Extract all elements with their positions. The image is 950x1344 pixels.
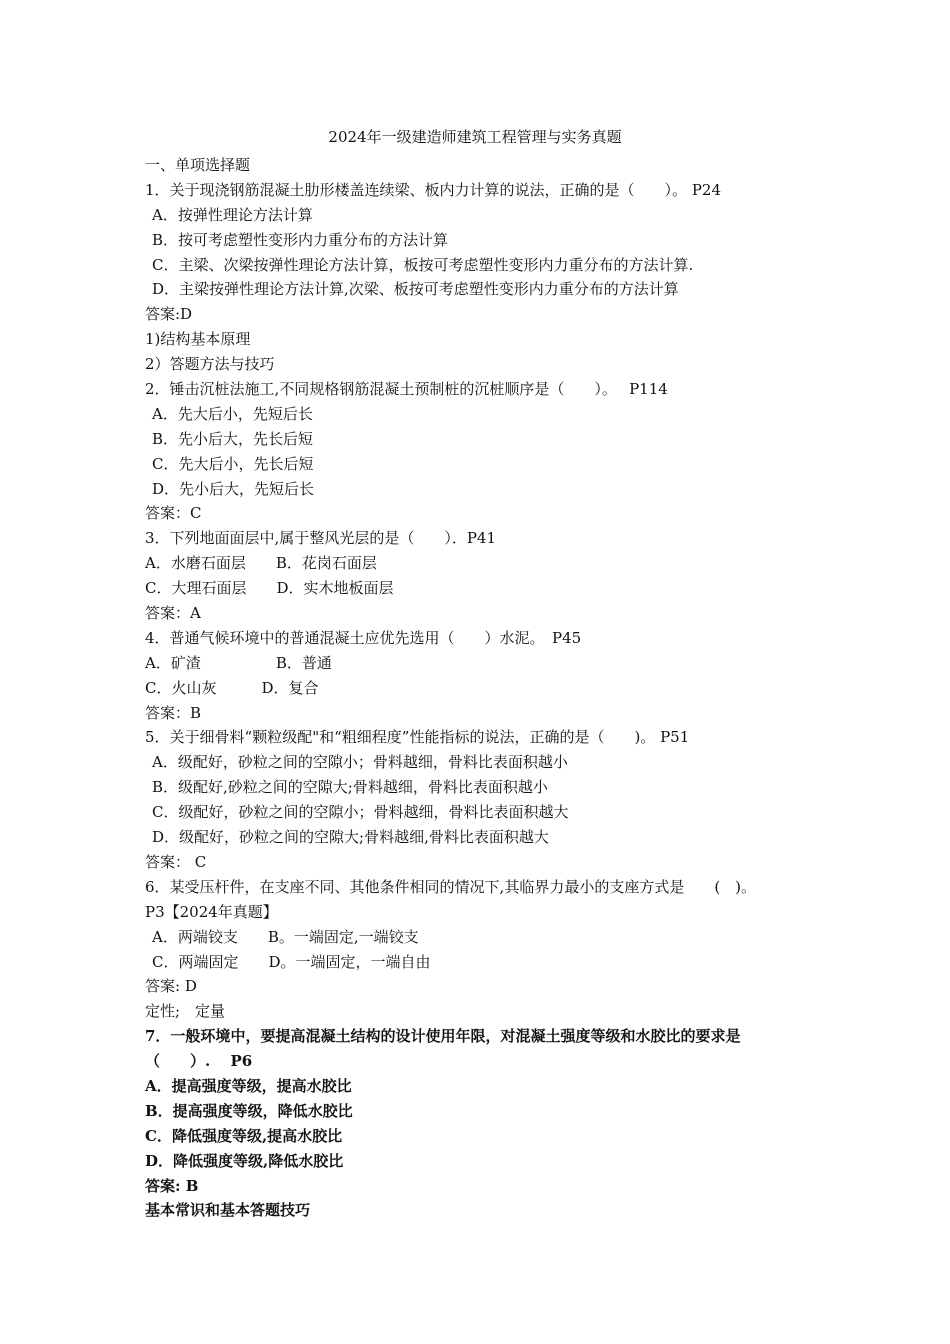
question-7-option-b: B．提高强度等级，降低水胶比	[145, 1101, 353, 1120]
question-7-stem-continued: （ ）. P6	[145, 1052, 253, 1071]
question-5-option-b: B．级配好,砂粒之间的空隙大;骨料越细，骨料比表面积越小	[152, 778, 548, 797]
question-1-option-c: C．主梁、次梁按弹性理论方法计算，板按可考虑塑性变形内力重分布的方法计算.	[152, 255, 694, 274]
question-2-stem: 2．锤击沉桩法施工,不同规格钢筋混凝土预制桩的沉桩顺序是（ ）。 P114	[145, 380, 668, 399]
question-3-options-ab: A．水磨石面层 B．花岗石面层	[145, 554, 377, 573]
document-title: 2024年一级建造师建筑工程管理与实务真题	[328, 128, 622, 146]
question-3-stem: 3．下列地面面层中,属于整风光层的是（ ）．P41	[145, 529, 496, 548]
document-body	[145, 153, 825, 1223]
question-2-option-c: C．先大后小，先长后短	[152, 454, 314, 473]
question-7-option-c: C．降低强度等级,提高水胶比	[145, 1126, 343, 1145]
question-2-option-d: D．先小后大，先短后长	[152, 479, 315, 498]
question-2-answer: 答案：C	[145, 504, 202, 523]
question-4-options-cd: C．火山灰 D．复合	[145, 678, 319, 697]
question-1-stem: 1．关于现浇钢筋混凝土肋形楼盖连续梁、板内力计算的说法，正确的是（ ）。 P24	[145, 180, 721, 199]
question-1-option-a: A．按弹性理论方法计算	[152, 205, 313, 224]
question-4-answer: 答案：B	[145, 703, 202, 722]
section-heading: 一、单项选择题	[145, 156, 251, 174]
question-1-option-b: B．按可考虑塑性变形内力重分布的方法计算	[152, 230, 449, 249]
question-1-option-d: D．主梁按弹性理论方法计算,次梁、板按可考虑塑性变形内力重分布的方法计算	[152, 280, 679, 299]
question-2-option-a: A．先大后小，先短后长	[152, 404, 313, 423]
question-5-answer: 答案： C	[145, 852, 207, 871]
question-2-option-b: B．先小后大，先长后短	[152, 429, 314, 448]
question-6-note: 定性; 定量	[145, 1002, 226, 1021]
question-1-answer: 答案:D	[145, 305, 193, 324]
question-7-option-a: A．提高强度等级，提高水胶比	[145, 1076, 352, 1095]
question-6-stem: 6．某受压杆件，在支座不同、其他条件相同的情况下,其临界力最小的支座方式是 ( )。	[145, 877, 757, 896]
question-4-stem: 4．普通气候环境中的普通混凝土应优先选用（ ）水泥。 P45	[145, 628, 582, 647]
question-3-answer: 答案：A	[145, 604, 201, 623]
question-7-note: 基本常识和基本答题技巧	[145, 1201, 311, 1220]
question-3-options-cd: C．大理石面层 D．实木地板面层	[145, 579, 394, 598]
question-7-answer: 答案: B	[145, 1176, 199, 1195]
question-5-option-d: D．级配好，砂粒之间的空隙大;骨料越细,骨料比表面积越大	[152, 828, 549, 847]
question-1-note-1: 1)结构基本原理	[145, 330, 251, 349]
question-4-options-ab: A．矿渣 B．普通	[145, 653, 332, 672]
question-5-stem: 5．关于细骨料“颗粒级配"和“粗细程度”性能指标的说法，正确的是（ )。 P51	[145, 728, 690, 747]
question-5-option-a: A．级配好，砂粒之间的空隙小；骨料越细，骨料比表面积越小	[152, 753, 568, 772]
question-7-stem: 7．一般环境中，要提高混凝土结构的设计使用年限，对混凝土强度等级和水胶比的要求是	[145, 1027, 741, 1046]
question-1-note-2: 2）答题方法与技巧	[145, 355, 275, 374]
question-6-answer: 答案: D	[145, 977, 197, 996]
question-7-option-d: D．降低强度等级,降低水胶比	[145, 1151, 344, 1170]
question-6-options-cd: C．两端固定 D。一端固定，一端自由	[152, 952, 431, 971]
question-6-options-ab: A．两端铰支 B。一端固定,一端铰支	[152, 927, 419, 946]
question-6-source: P3【2024年真题】	[145, 902, 278, 921]
question-5-option-c: C．级配好，砂粒之间的空隙小；骨料越细，骨料比表面积越大	[152, 803, 569, 822]
